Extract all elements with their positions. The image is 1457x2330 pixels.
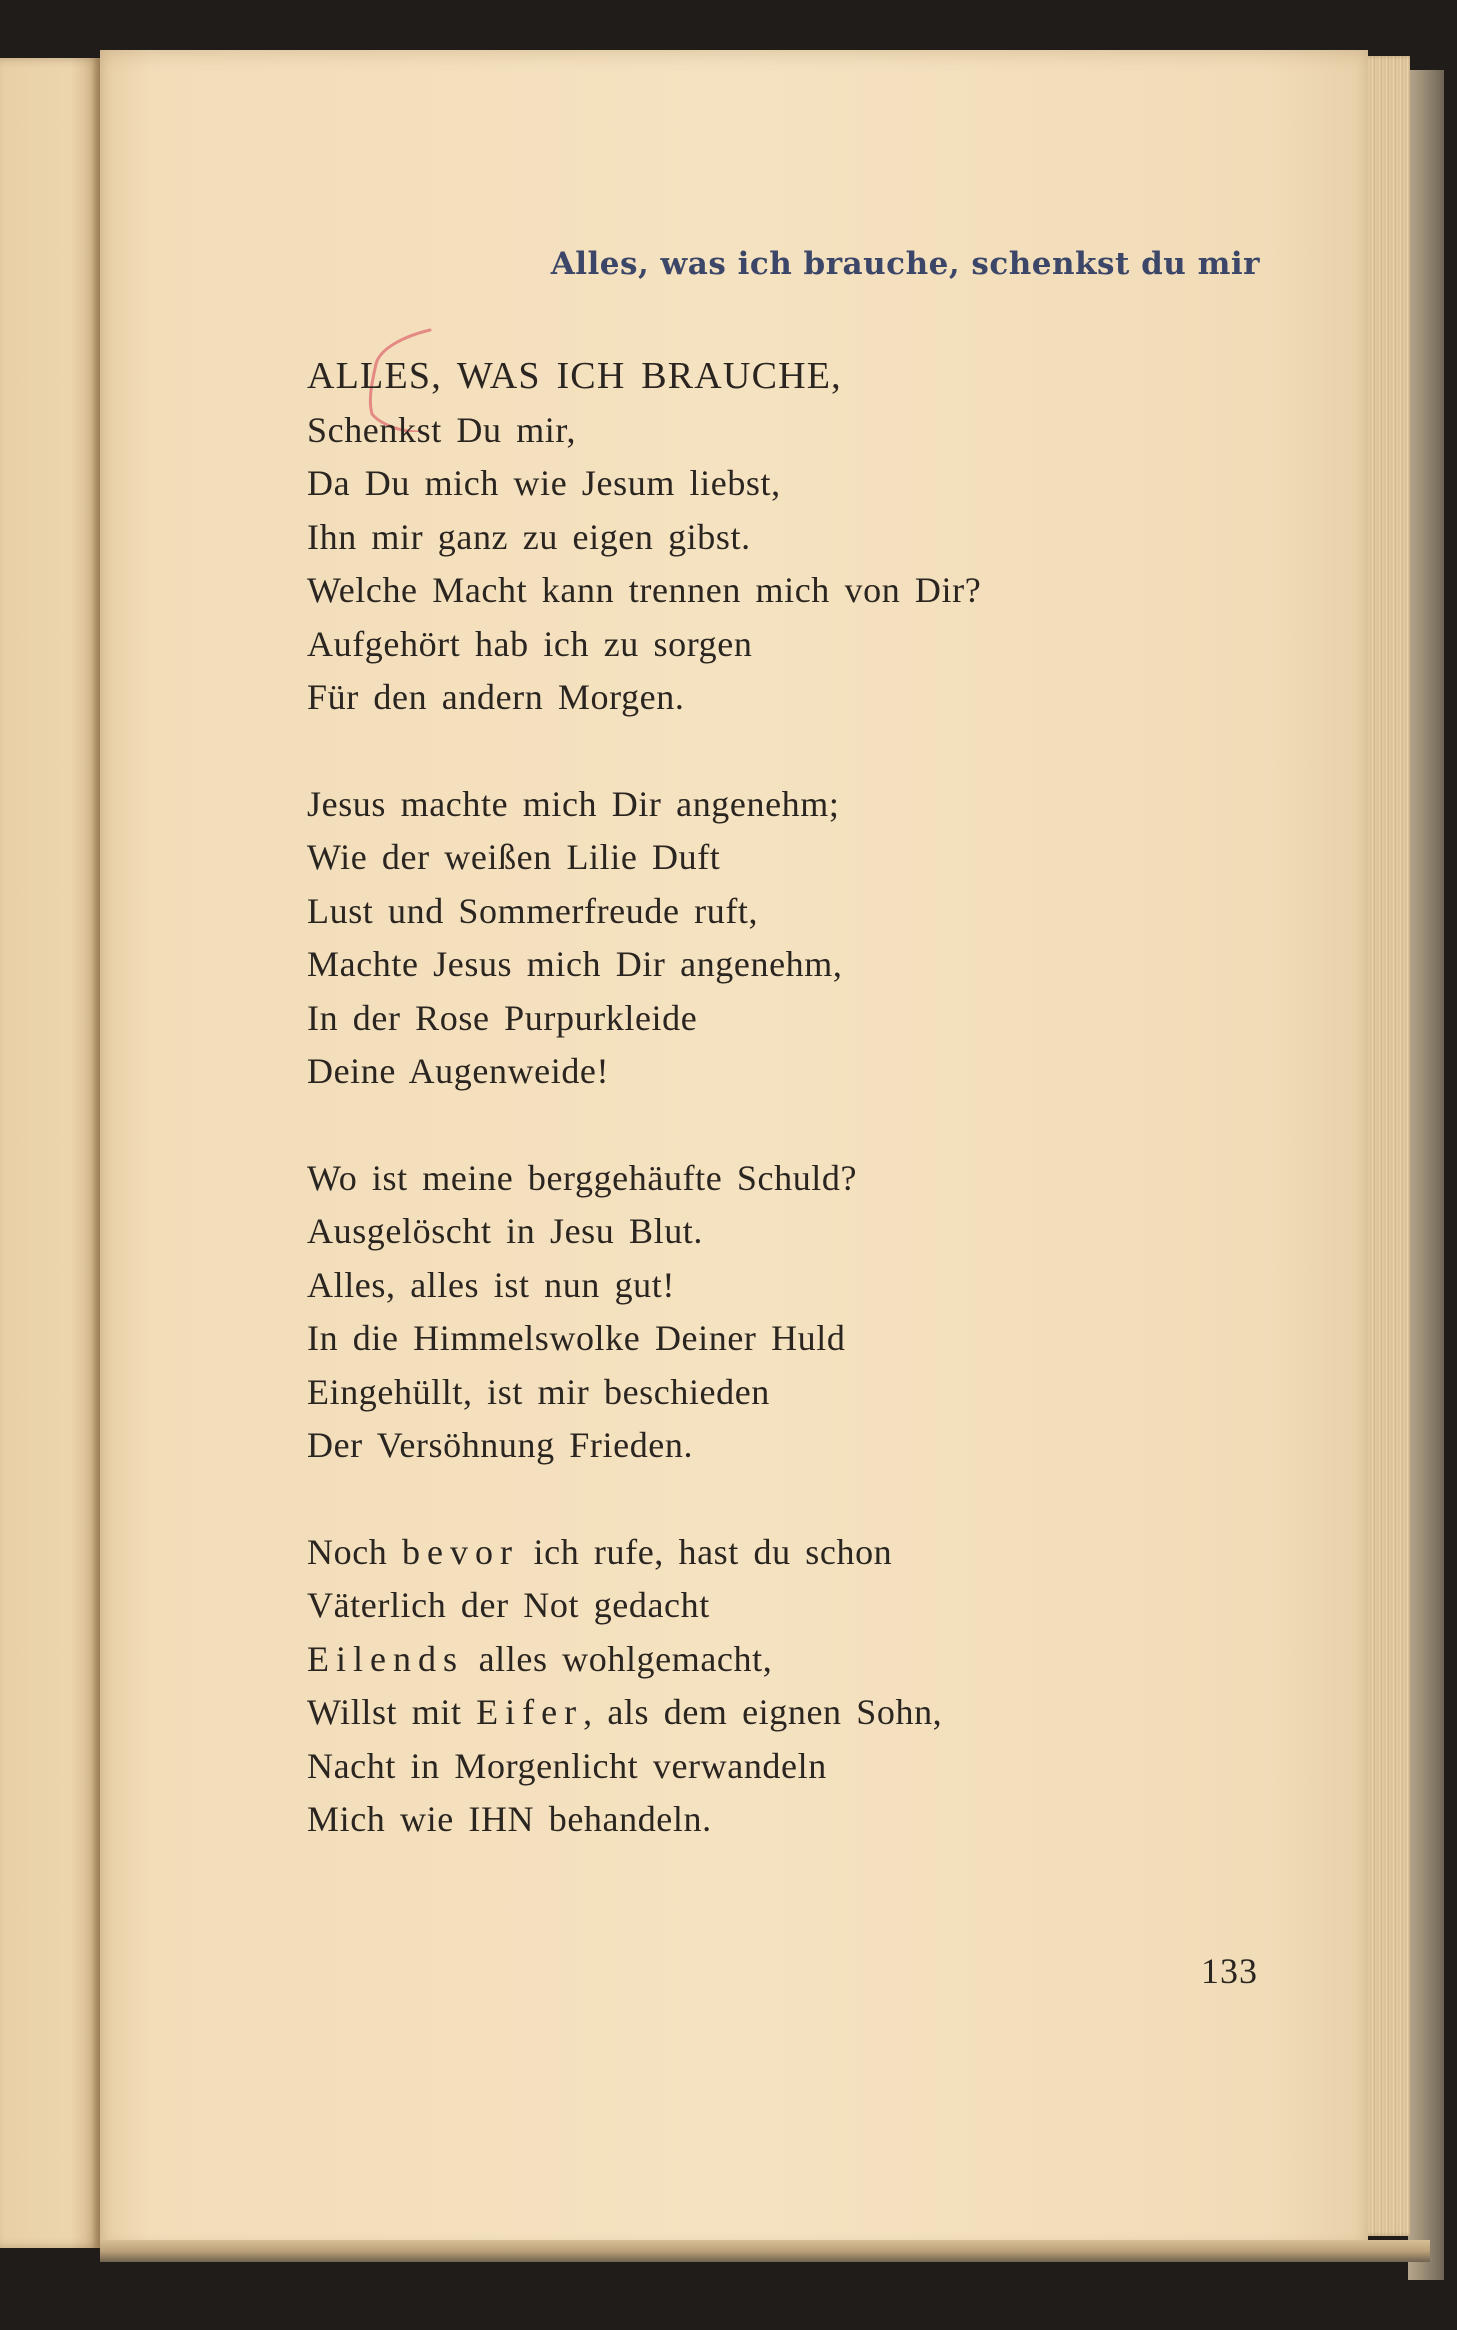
poem-line: ALLES, WAS ICH BRAUCHE,: [307, 355, 842, 397]
poem-line: Jesus machte mich Dir angenehm;: [307, 783, 840, 824]
facing-page-edge: [0, 58, 100, 2248]
poem-line: [307, 1526, 981, 1580]
stanza-1: [307, 350, 981, 725]
poem-line: Aufgehört hab ich zu sorgen: [307, 623, 753, 664]
poem-line: Wie der weißen Lilie Duft: [307, 837, 721, 877]
spaced-emphasis: Eilends: [307, 1638, 464, 1679]
poem-line: Wo ist meine berggehäufte Schuld?: [307, 1157, 858, 1198]
poem-line: Lust und Sommerfreude ruft,: [307, 890, 759, 931]
stanza-4: [307, 1526, 981, 1847]
poem-line: Väterlich der Not gedacht: [307, 1585, 710, 1625]
poem-line: Machte Jesus mich Dir angenehm,: [307, 944, 843, 984]
poem-line: In der Rose Purpurkleide: [307, 997, 698, 1038]
stanza-3: [307, 1152, 981, 1473]
poem-line: Ihn mir ganz zu eigen gibst.: [307, 516, 751, 557]
poem-line: Schenkst Du mir,: [307, 409, 577, 450]
poem-line: Deine Augenweide!: [307, 1051, 610, 1091]
spaced-emphasis: bevor: [401, 1531, 519, 1572]
poem-line: [307, 1633, 981, 1687]
page-number: 133: [1201, 1951, 1258, 1991]
line-part: Willst mit: [307, 1692, 477, 1732]
poem-line: Da Du mich wie Jesum liebst,: [307, 463, 781, 503]
spaced-emphasis: Eifer: [476, 1692, 584, 1732]
book-page: [100, 50, 1368, 2250]
poem-line: Eingehüllt, ist mir beschieden: [307, 1371, 770, 1412]
line-part: ich rufe, hast du schon: [518, 1531, 893, 1572]
poem-line: [307, 1686, 981, 1740]
book-cover-edge: [1408, 70, 1444, 2280]
line-part: alles wohlgemacht,: [463, 1638, 773, 1679]
poem-line: Mich wie IHN behandeln.: [307, 1799, 712, 1839]
poem-line: In die Himmelswolke Deiner Huld: [307, 1318, 846, 1358]
page-bottom-edge: [100, 2240, 1430, 2262]
poem-line: Alles, alles ist nun gut!: [307, 1264, 675, 1305]
poem-line: Der Versöhnung Frieden.: [307, 1425, 694, 1465]
line-part: , als dem eignen Sohn,: [583, 1692, 943, 1732]
running-head: Alles, was ich brauche, schenkst du mir: [550, 246, 1260, 282]
poem-line: Ausgelöscht in Jesu Blut.: [307, 1211, 703, 1251]
page-stack-edge: [1362, 56, 1410, 2236]
poem: [307, 350, 981, 1900]
poem-line: Für den andern Morgen.: [307, 677, 685, 717]
poem-line: Welche Macht kann trennen mich von Dir?: [307, 570, 982, 610]
line-part: Noch: [307, 1531, 402, 1572]
stanza-2: [307, 778, 981, 1099]
poem-line: Nacht in Morgenlicht verwandeln: [307, 1745, 827, 1786]
